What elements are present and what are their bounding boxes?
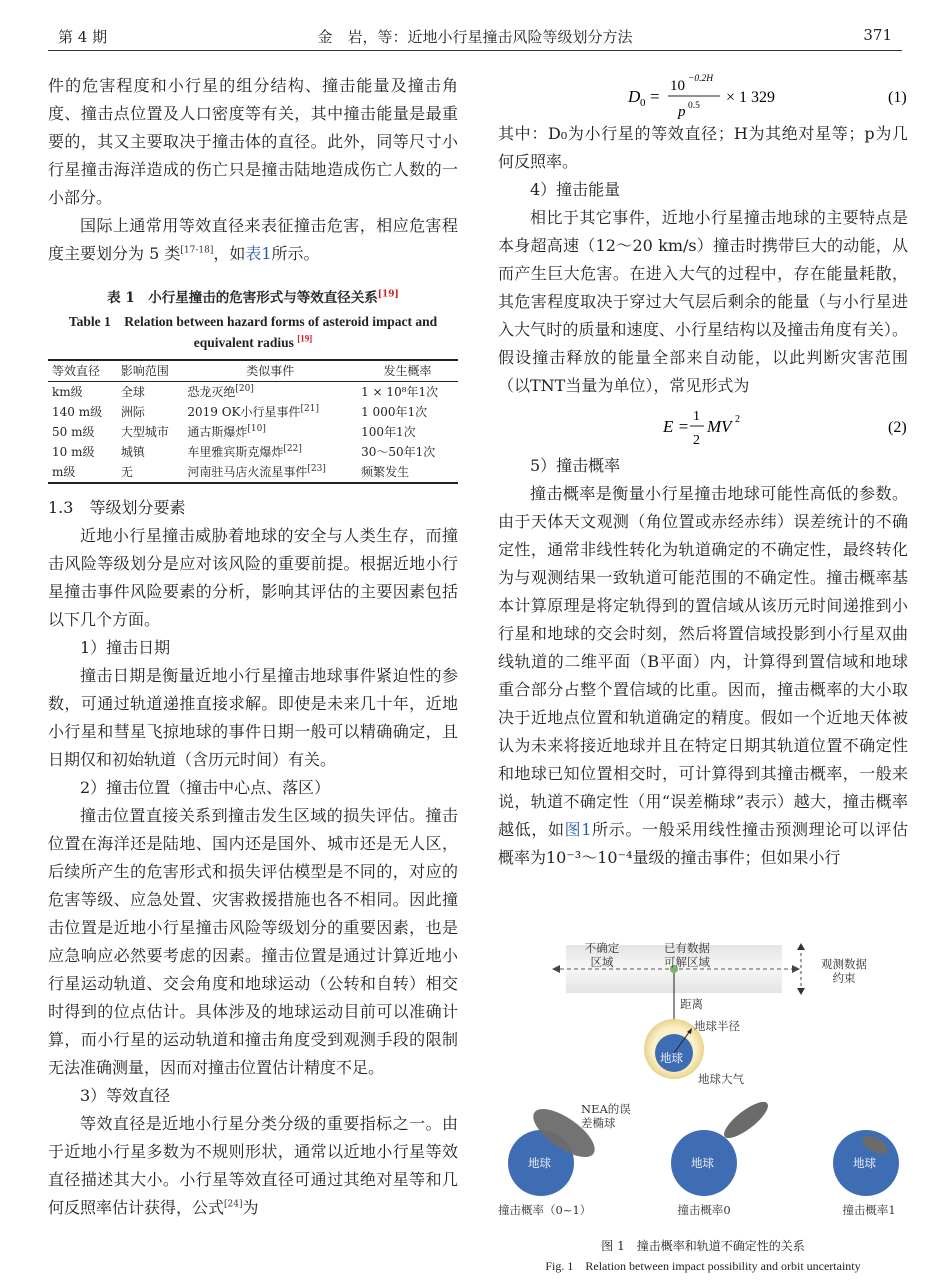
paragraph: 撞击日期是衡量近地小行星撞击地球事件紧迫性的参数，可通过轨道递推直接求解。即使是未来几十年，近地小行星和彗星飞掠地球的事件日期一般可以精确确定，且日期仅和初始轨道（含历元时间）有关。 [48,666,458,769]
label-constraint: 观测数据约束 [821,957,867,985]
figure-link[interactable]: 图1 [564,820,592,839]
table-link[interactable]: 表1 [245,244,272,263]
paragraph: 等效直径是近地小行星分类分级的重要指标之一。由于近地小行星多数为不规则形状，通常以近地小行星等效直径描述其大小。小行星等效直径可通过其绝对星等和几何反照率估计获得，公式[24]为 [48,1114,458,1217]
running-header [48,22,902,51]
table-caption-cn: 表 1 小行星撞击的危害形式与等效直径关系[19] [107,289,399,306]
hazard-table [48,359,458,484]
page-number: 371 [863,26,892,44]
label-atmosphere: 地球大气 [698,1072,744,1086]
table-row: m级 无 河南驻马店火流星事件[23] 频繁发生 [48,462,458,483]
svg-text:10: 10 [670,78,685,94]
table-header: 发生概率 [357,360,458,382]
equation-1-svg [498,72,908,120]
table-row: 140 m级 洲际 2019 OK小行星事件[21] 1 000年1次 [52,404,428,419]
table-header: 影响范围 [117,360,183,382]
subheading: 3）等效直径 [80,1086,171,1105]
arrow-down-icon [797,988,805,995]
svg-text:2: 2 [693,433,700,448]
paragraph: 其中：D₀为小行星的等效直径；H为其绝对星等；p为几何反照率。 [498,124,908,171]
subheading: 2）撞击位置（撞击中心点、落区） [80,778,331,797]
table-header: 类似事件 [183,360,357,382]
svg-text:MV: MV [707,417,732,436]
arrow-left-icon [552,965,560,973]
table-caption-en: Table 1 Relation between hazard forms of asteroid impact and equivalent radius [19] [68,314,438,350]
label-radius: 地球半径 [694,1019,740,1033]
svg-text:=: = [650,87,660,106]
svg-text:2: 2 [735,414,740,425]
equation-1 [498,72,908,120]
label-uncertain: 不确定区域 [584,941,620,969]
paragraph: 近地小行星撞击威胁着地球的安全与人类生存，而撞击风险等级划分是应对该风险的重要前提。根据近地小行星撞击事件风险要素的分析，影响其评估的主要因素包括以下几个方面。 [48,526,458,629]
label-prob-zero: 撞击概率0 [677,1203,731,1217]
arrow-right-icon [792,965,800,973]
figure-caption-en: Fig. 1 Relation between impact possibility and orbit uncertainty [545,1259,861,1273]
label-prob-partial: 撞击概率（0~1） [498,1203,592,1217]
label-earth: 地球 [853,1156,876,1170]
error-ellipsoid [719,1096,773,1143]
label-earth: 地球 [691,1156,714,1170]
label-earth: 地球 [528,1156,551,1170]
paragraph: 件的危害程度和小行星的组分结构、撞击能量及撞击角度、撞击点位置及人口密度等有关，其中撞击能量是最重要的，其又主要取决于撞击体的直径。此外，同等尺寸小行星撞击海洋造成的伤亡只是撞击陆地造成伤亡人数的一小部分。 [48,76,458,207]
equation-2 [498,400,908,452]
issue-number: 第 4 期 [58,28,108,46]
svg-text:(1): (1) [888,89,907,106]
table-row: km级 全球 恐龙灭绝[20] 1 × 10⁸年1次 [52,384,439,399]
table-row: 10 m级 城镇 车里雅宾斯克爆炸[22] 30～50年1次 [52,444,436,459]
subheading: 4）撞击能量 [530,180,621,199]
svg-text:0.5: 0.5 [688,101,700,111]
label-earth: 地球 [660,1051,683,1065]
arrow-up-icon [797,943,805,950]
svg-text:(2): (2) [888,419,907,436]
paragraph: 国际上通常用等效直径来表征撞击危害，相应危害程度主要划分为 5 类[17-18]，如表1所示。 [48,216,458,263]
svg-text:× 1 329: × 1 329 [726,89,776,106]
svg-text:0: 0 [640,97,646,109]
subheading: 5）撞击概率 [530,456,621,475]
label-prob-one: 撞击概率1 [842,1203,896,1217]
svg-text:D: D [628,87,641,106]
article-title: 金 岩，等：近地小行星撞击风险等级划分方法 [317,28,633,46]
svg-text:p: p [678,104,686,120]
svg-text:E =: E = [663,417,690,436]
section-heading: 1.3 等级划分要素 [48,498,186,517]
table-row: 50 m级 大型城市 通古斯爆炸[10] 100年1次 [52,424,416,439]
left-column [48,72,458,1222]
paragraph: 撞击位置直接关系到撞击发生区域的损失评估。撞击位置在海洋还是陆地、国内还是国外、城市还是无人区，后续所产生的危害形式和损失评估模型是不同的，对应的危害等级、应急处置、灾害救援措施也各不相同。因此撞击位置是近地小行星撞击风险等级划分的重要因素，也是应急响应必然要考虑的因素。撞击位置是通过计算近地小行星运动轨道、交会角度和地球运动（公转和自转）相交时得到的位点估计。具体涉及的地球运动目前可以准确计算，而小行星的运动轨道和撞击角度受到观测手段的限制无法准确测量，因而对撞击位置估计精度不足。 [48,806,458,1077]
paragraph: 撞击概率是衡量小行星撞击地球可能性高低的参数。由于天体天文观测（角位置或赤经赤纬）误差统计的不确定性，通常非线性转化为轨道确定的不确定性，最终转化为与观测结果一致轨道可能范围的不确定性。撞击概率基本计算原理是将定轨得到的置信域从该历元时间递推到小行星和地球的交会时刻，然后将置信域投影到小行星双曲线轨道的二维平面（B平面）内，计算得到置信域和地球重合部分占整个置信域的比重。因而，撞击概率的大小取决于近地点位置和轨道确定的精度。假如一个近地天体被认为未来将接近地球并且在特定日期其轨道位置不确定性和地球已知位置相交时，可计算得到其撞击概率，一般来说，轨道不确定性（用“误差椭球”表示）越大，撞击概率越低，如图1所示。一般采用线性撞击预测理论可以评估概率为10⁻³～10⁻⁴量级的撞击事件；但如果小行 [498,484,908,867]
label-nea-ellipsoid: NEA的误差椭球 [581,1102,631,1130]
svg-text:−0.2H: −0.2H [688,74,714,84]
label-solvable: 已有数据可解区域 [664,941,710,969]
label-distance: 距离 [680,997,703,1011]
figure-1 [498,935,908,1285]
equation-2-svg [498,400,908,452]
right-column [498,72,908,872]
paragraph: 相比于其它事件，近地小行星撞击地球的主要特点是本身超高速（12～20 km/s）撞击时携带巨大的动能，从而产生巨大危害。在进入大气的过程中，存在能量耗散，其危害程度取决于穿过大气层后剩余的能量（与小行星进入大气时的质量和速度、小行星结构以及撞击角度有关）。假设撞击释放的能量全部来自动能，以此判断灾害范围（以TNT当量为单位），常见形式为 [498,208,908,395]
svg-text:1: 1 [693,409,700,424]
table-header: 等效直径 [48,360,117,382]
figure-caption-cn: 图 1 撞击概率和轨道不确定性的关系 [601,1239,805,1253]
subheading: 1）撞击日期 [80,638,171,657]
